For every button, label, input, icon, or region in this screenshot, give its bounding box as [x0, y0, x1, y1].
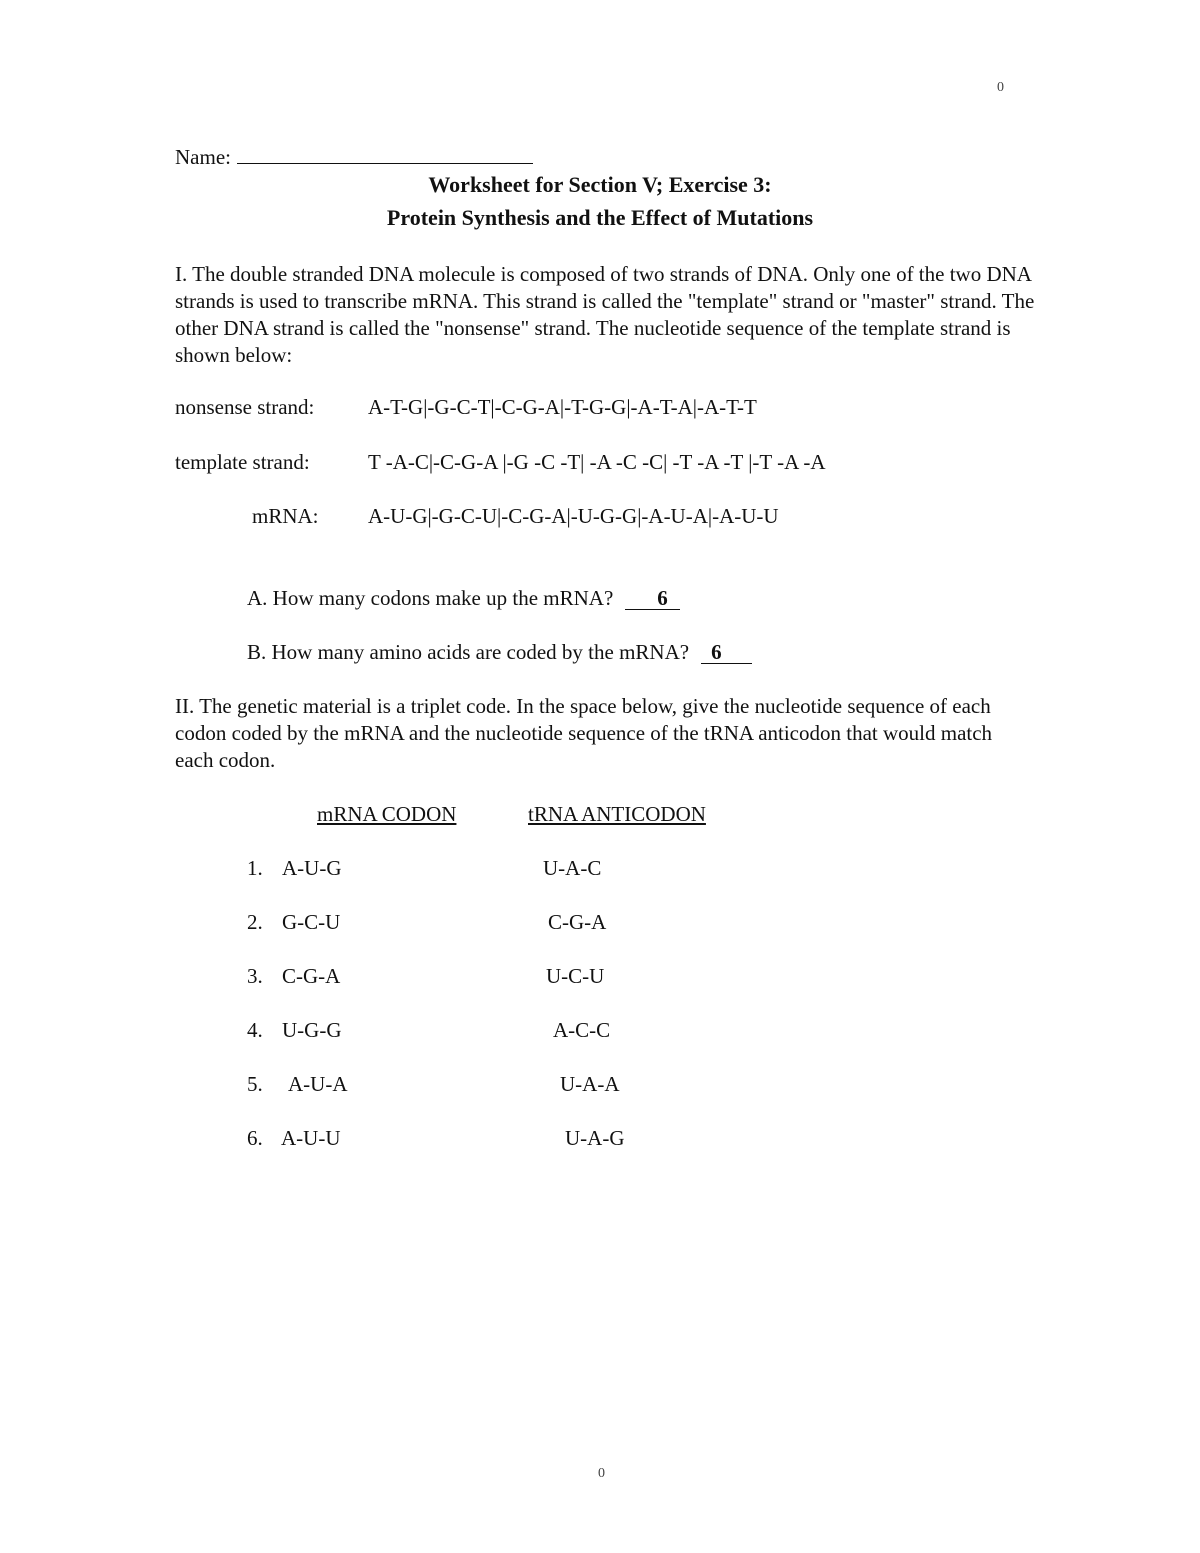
- mrna-codon: C-G-A: [282, 964, 341, 988]
- template-strand-sequence: T -A-C|-C-G-A |-G -C -T| -A -C -C| -T -A -T |-T -A -A: [368, 450, 826, 474]
- question-b-text: B. How many amino acids are coded by the mRNA?: [247, 640, 690, 664]
- name-blank-line[interactable]: [237, 143, 533, 164]
- trna-anticodon: U-A-C: [543, 856, 602, 880]
- section-2-paragraph: II. The genetic material is a triplet code. In the space below, give the nucleotide sequence of each codon coded by the mRNA and the nucleotide sequence of the tRNA anticodon that would match each codon.: [175, 694, 993, 772]
- row-number: 4.: [247, 1018, 263, 1042]
- row-number: 5.: [247, 1072, 263, 1096]
- page-mark-top: 0: [997, 80, 1004, 95]
- question-a-text: A. How many codons make up the mRNA?: [247, 586, 614, 610]
- template-strand-label: template strand:: [175, 450, 310, 474]
- trna-anticodon: U-C-U: [546, 964, 605, 988]
- question-a-answer[interactable]: 6: [625, 587, 680, 610]
- question-b-answer[interactable]: 6: [701, 641, 752, 664]
- nonsense-strand-label: nonsense strand:: [175, 395, 315, 419]
- section-1-paragraph: I. The double stranded DNA molecule is composed of two strands of DNA. Only one of the two DNA strands is used to transcribe mRNA. This strand is called the "template" strand or "master" strand. The other DNA strand is called the "nonsense" strand. The nucleotide sequence of the template strand is shown below:: [175, 262, 1035, 367]
- page-mark-bottom: 0: [598, 1466, 605, 1481]
- mrna-codon: A-U-G: [282, 856, 342, 880]
- trna-anticodon: U-A-A: [560, 1072, 620, 1096]
- question-a: [247, 586, 680, 611]
- row-number: 3.: [247, 964, 263, 988]
- trna-anticodon: U-A-G: [565, 1126, 625, 1150]
- mrna-codon: A-U-A: [288, 1072, 348, 1096]
- mrna-sequence: A-U-G|-G-C-U|-C-G-A|-U-G-G|-A-U-A|-A-U-U: [368, 504, 779, 528]
- worksheet-title: Worksheet for Section V; Exercise 3:: [428, 172, 772, 197]
- name-label: Name:: [175, 145, 231, 169]
- row-number: 6.: [247, 1126, 263, 1150]
- name-field: [175, 143, 533, 170]
- worksheet-subtitle: Protein Synthesis and the Effect of Mutations: [386, 205, 814, 230]
- mrna-codon-header: mRNA CODON: [317, 802, 457, 826]
- row-number: 1.: [247, 856, 263, 880]
- mrna-codon: G-C-U: [282, 910, 341, 934]
- mrna-codon: U-G-G: [282, 1018, 342, 1042]
- mrna-codon: A-U-U: [281, 1126, 341, 1150]
- mrna-label: mRNA:: [252, 504, 319, 528]
- row-number: 2.: [247, 910, 263, 934]
- nonsense-strand-sequence: A-T-G|-G-C-T|-C-G-A|-T-G-G|-A-T-A|-A-T-T: [368, 395, 757, 419]
- trna-anticodon: A-C-C: [553, 1018, 611, 1042]
- question-b: [247, 640, 752, 665]
- trna-anticodon: C-G-A: [548, 910, 607, 934]
- trna-anticodon-header: tRNA ANTICODON: [528, 802, 706, 826]
